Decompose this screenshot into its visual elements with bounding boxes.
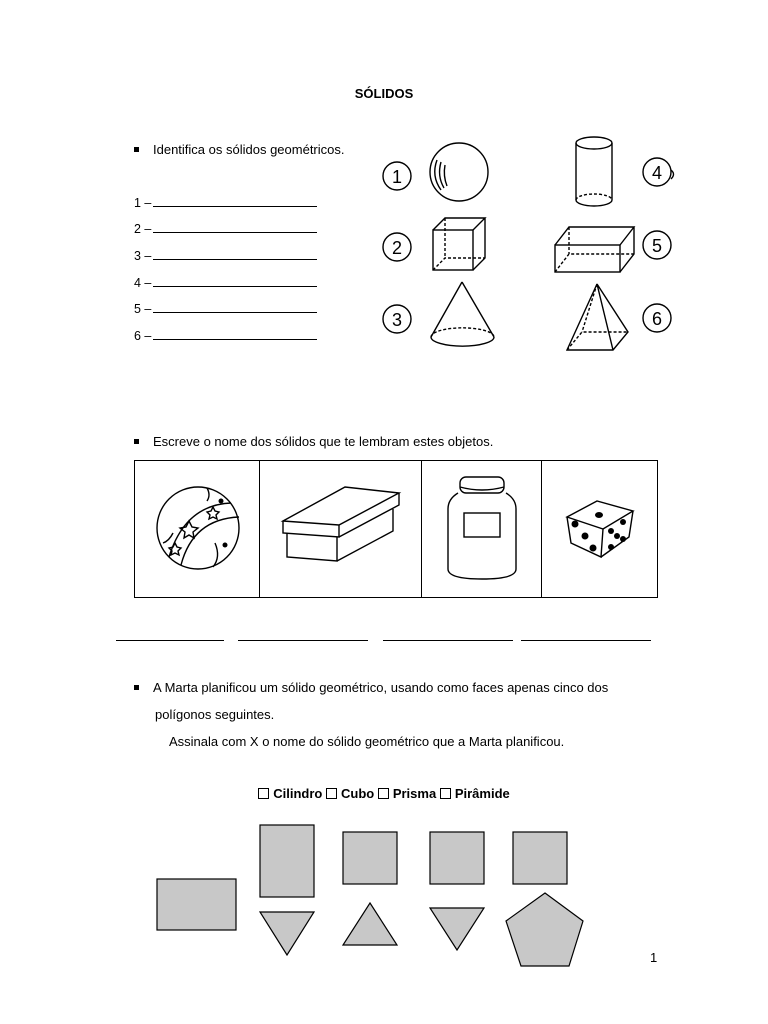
option-prisma: Prisma — [392, 786, 437, 801]
line-label: 4 – — [134, 276, 152, 290]
tall-rectangle-shape — [260, 825, 314, 897]
line-label: 6 – — [134, 329, 152, 343]
option-piramide: Pirâmide — [454, 786, 510, 801]
square-shape-3 — [513, 832, 567, 884]
line-label: 5 – — [134, 302, 152, 316]
instruction-marta-cont: polígonos seguintes. — [155, 707, 275, 722]
page-number: 1 — [650, 950, 658, 965]
square-shape-1 — [343, 832, 397, 884]
solid-number-1: 1 — [391, 167, 403, 187]
line-label: 2 – — [134, 222, 152, 236]
solid-number-4: 4 — [651, 163, 663, 183]
triangle-down-shape-2 — [430, 908, 484, 950]
solid-number-3: 3 — [391, 310, 403, 330]
triangle-up-shape — [343, 903, 397, 945]
solid-number-5: 5 — [651, 236, 663, 256]
triangle-down-shape-1 — [260, 912, 314, 955]
solid-number-6: 6 — [651, 309, 663, 329]
instruction-mark-x: Assinala com X o nome do sólido geométrico que a Marta planificou. — [169, 734, 565, 749]
option-cilindro: Cilindro — [273, 786, 323, 801]
instruction-text: A Marta planificou um sólido geométrico, usando como faces apenas cinco dos — [153, 680, 609, 695]
line-label: 1 – — [134, 196, 152, 210]
line-label: 3 – — [134, 249, 152, 263]
page-title: SÓLIDOS — [354, 86, 414, 101]
solid-number-2: 2 — [391, 238, 403, 258]
square-shape-2 — [430, 832, 484, 884]
instruction-text: Escreve o nome dos sólidos que te lembram estes objetos. — [153, 434, 494, 449]
option-cubo: Cubo — [340, 786, 375, 801]
rectangle-shape — [157, 879, 236, 930]
instruction-text: Identifica os sólidos geométricos. — [153, 142, 345, 157]
pentagon-shape — [506, 893, 583, 966]
